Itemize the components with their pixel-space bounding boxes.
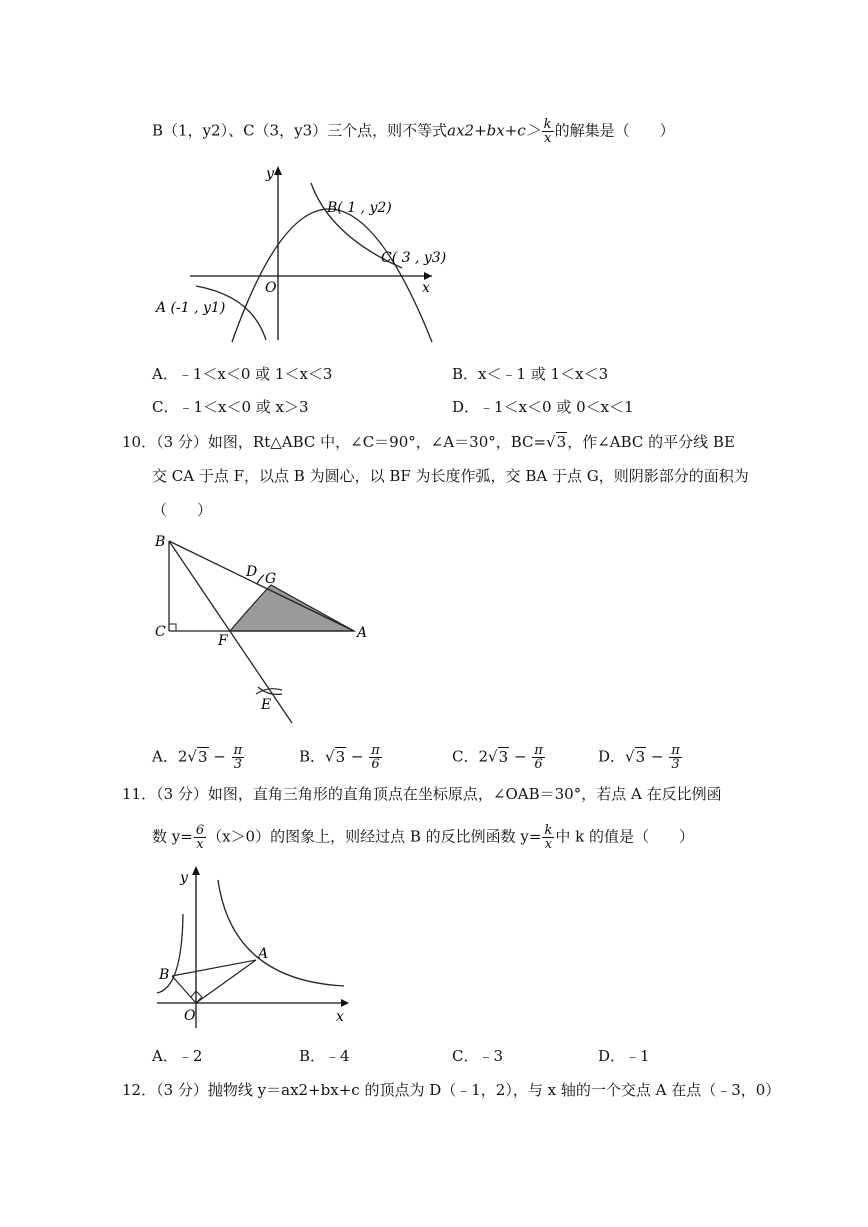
- q11-line1: 11．（3 分）如图，直角三角形的直角顶点在坐标原点，∠OAB＝30°，若点 A 在反比例函: [122, 785, 722, 803]
- q10-line1-text: 10．（3 分）如图，Rt△ABC 中，∠C＝90°，∠A＝30°，BC=: [122, 433, 547, 451]
- q9-origin-label: O: [265, 280, 277, 296]
- q10-option-a[interactable]: A．2√3 − $\frac{\pi}{3}$: [152, 743, 243, 772]
- q10-label-E: E: [261, 697, 272, 713]
- q11-label-B: B: [159, 967, 170, 983]
- q11-line2: 数 y= $\frac{6}{x}$ （x＞0）的图象上，则经过点 B 的反比例函数 y= $\frac{k}{x}$ 中 k 的值是（ ）: [152, 823, 694, 852]
- q11-option-c[interactable]: C．﹣3: [452, 1047, 504, 1065]
- q11-side-OA: [196, 960, 256, 1003]
- q9-stem-points: B（1，y2）、C（3，y3）三个点，则不等式: [152, 121, 448, 140]
- q9-stem-tail: 的解集是（ ）: [554, 121, 675, 140]
- q9-option-b[interactable]: B．x＜﹣1 或 1＜x＜3: [452, 365, 609, 383]
- q10-option-b[interactable]: B．√3 − $\frac{\pi}{6}$: [299, 743, 380, 772]
- q10-label-A: A: [357, 625, 368, 641]
- q11-origin-label: O: [184, 1008, 196, 1024]
- q10-line3: （ ）: [152, 501, 213, 519]
- q11-option-a[interactable]: A．﹣2: [152, 1047, 203, 1065]
- q11-axis-y-label: y: [180, 870, 188, 886]
- q10-label-B: B: [155, 534, 166, 550]
- q11-axis-x-label: x: [336, 1009, 344, 1025]
- q10-line1: 10．（3 分）如图，Rt△ABC 中，∠C＝90°，∠A＝30°，BC=√3，作∠ABC 的平分线 BE: [122, 433, 735, 451]
- q9-option-c[interactable]: C．﹣1＜x＜0 或 x＞3: [152, 398, 309, 416]
- q11-label-A: A: [258, 946, 269, 962]
- q9-stem-ineq: ax2+bx+c＞: [447, 121, 541, 140]
- q9-axis-y-label: y: [266, 166, 274, 182]
- q11-side-AB: [172, 960, 256, 976]
- q9-option-d[interactable]: D．﹣1＜x＜0 或 0＜x＜1: [452, 398, 634, 416]
- q9-axis-x-label: x: [422, 280, 430, 296]
- q10-label-G: G: [265, 571, 277, 587]
- q10-label-D: D: [246, 564, 258, 580]
- q9-frac-num: k: [543, 117, 552, 132]
- q10-label-C: C: [155, 624, 166, 640]
- q10-option-d[interactable]: D．√3 − $\frac{\pi}{3}$: [598, 743, 680, 772]
- q11-option-d[interactable]: D．﹣1: [598, 1047, 650, 1065]
- q11-side-OB: [172, 976, 196, 1003]
- q9-label-B: B( 1 , y2): [327, 200, 392, 216]
- q11-hyperbola-right: [218, 880, 344, 986]
- q11-x-arrow: [341, 999, 349, 1007]
- q10-sqrt: 3: [556, 433, 567, 451]
- q9-label-C: C( 3 , y3): [381, 250, 447, 266]
- q10-option-c[interactable]: C．2√3 − $\frac{\pi}{6}$: [452, 743, 543, 772]
- q10-line1-tail: ，作∠ABC 的平分线 BE: [567, 433, 735, 451]
- q10-line2: 交 CA 于点 F，以点 B 为圆心，以 BF 为长度作弧，交 BA 于点 G，则阴影部分的面积为: [152, 467, 749, 485]
- q11-y-arrow: [192, 866, 200, 875]
- q11-option-b[interactable]: B．﹣4: [299, 1047, 350, 1065]
- q10-label-F: F: [218, 633, 228, 649]
- q9-option-a[interactable]: A．﹣1＜x＜0 或 1＜x＜3: [152, 365, 333, 383]
- q9-label-A: A (-1 , y1): [156, 300, 226, 316]
- q12-line1: 12．（3 分）抛物线 y＝ax2+bx+c 的顶点为 D（﹣1，2），与 x 轴的一个交点 A 在点（﹣3，0）: [122, 1081, 781, 1099]
- q9-frac-den: x: [543, 131, 552, 146]
